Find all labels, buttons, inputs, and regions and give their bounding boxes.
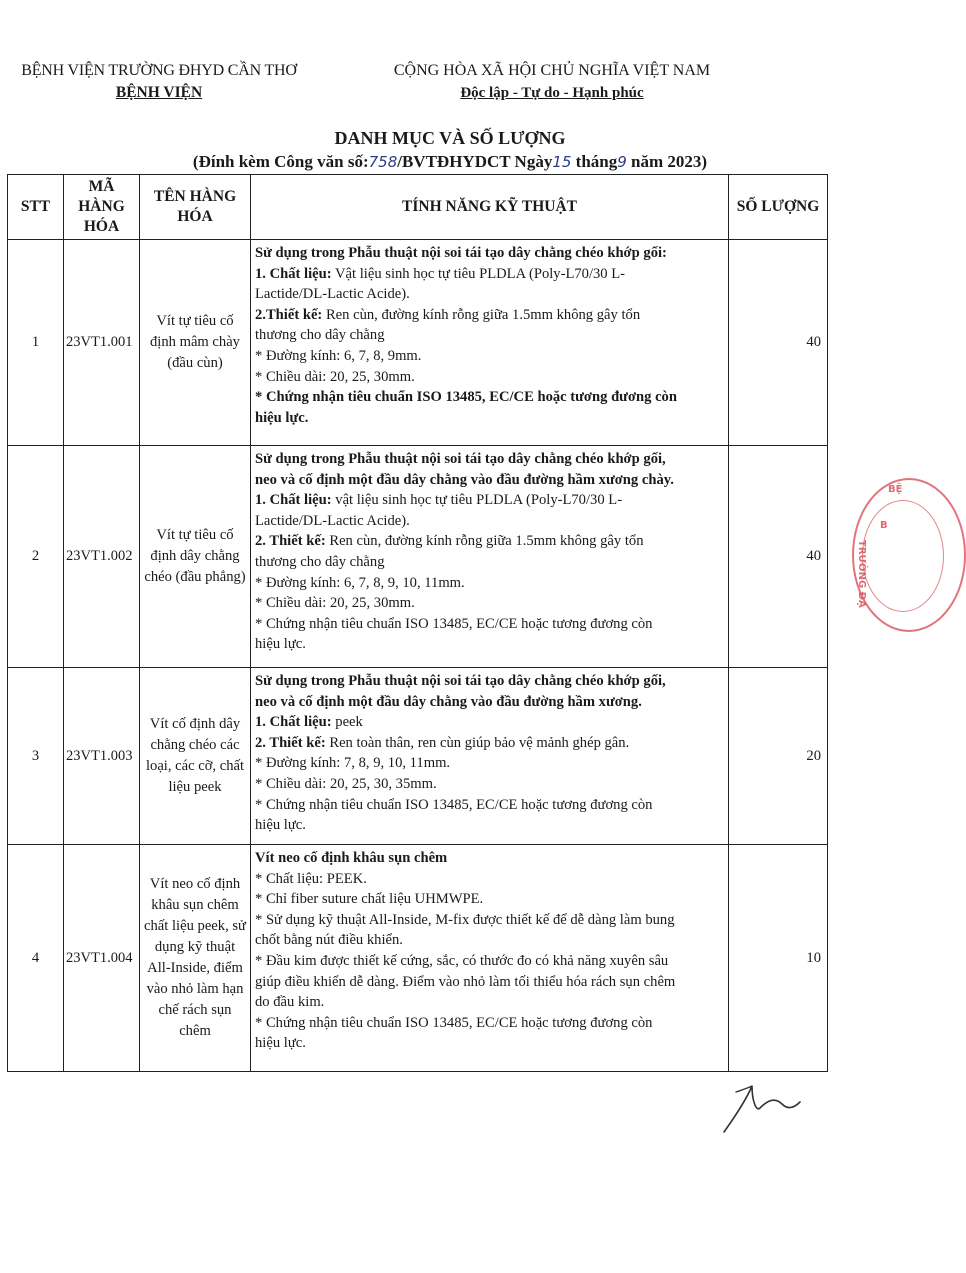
spec-line-value: Vật liệu sinh học tự tiêu PLDLA (Poly-L70/30 L- (331, 265, 626, 282)
spec-line: Vít neo cố định khâu sụn chêm (255, 850, 448, 866)
document-day: 15 (552, 153, 572, 171)
table-row (8, 446, 828, 668)
spec-line: giúp điều khiển dễ dàng. Điểm vào nhỏ làm tối thiểu hóa rách sụn chêm (255, 973, 676, 990)
header-qty: SỐ LƯỢNG (729, 175, 828, 240)
row-name: Vít tự tiêu cố định dây chằng chéo (đầu phẳng) (140, 446, 251, 668)
spec-line: * Đầu kim được thiết kế cứng, sắc, có thước đo có khả năng xuyên sâu (255, 952, 669, 969)
spec-line: * Đường kính: 6, 7, 8, 9mm. (255, 347, 422, 364)
spec-line: hiệu lực. (255, 1035, 306, 1052)
row-name: Vít cố định dây chằng chéo các loại, các cỡ, chất liệu peek (140, 668, 251, 845)
spec-line (255, 712, 726, 733)
subtitle-part: (Đính kèm Công văn số: (192, 152, 369, 171)
country-name: CỘNG HÒA XÃ HỘI CHỦ NGHĨA VIỆT NAM (393, 62, 711, 79)
spec-line: * Chiều dài: 20, 25, 30, 35mm. (255, 775, 437, 792)
row-spec (251, 668, 729, 845)
spec-line: * Chứng nhận tiêu chuẩn ISO 13485, EC/CE hoặc tương đương còn (255, 389, 677, 406)
spec-line: Sử dụng trong Phẫu thuật nội soi tái tạo dây chằng chéo khớp gối: (255, 245, 667, 261)
row-code: 23VT1.004 (64, 845, 140, 1072)
spec-line (255, 490, 726, 511)
spec-line: * Chỉ fiber suture chất liệu UHMWPE. (255, 891, 484, 908)
header-spec: TÍNH NĂNG KỸ THUẬT (251, 175, 729, 240)
spec-line: * Đường kính: 6, 7, 8, 9, 10, 11mm. (255, 574, 465, 591)
spec-line: Lactide/DL-Lactic Acide). (255, 512, 410, 529)
spec-line: * Đường kính: 7, 8, 9, 10, 11mm. (255, 755, 451, 772)
row-stt: 2 (8, 446, 64, 668)
row-stt: 1 (8, 240, 64, 446)
stamp-text: TRƯỜNG ĐẠ (856, 540, 867, 608)
row-name: Vít tự tiêu cố định mâm chày (đầu cùn) (140, 240, 251, 446)
table-row (8, 845, 828, 1072)
subtitle-part: năm 2023) (626, 152, 708, 171)
spec-line: * Chiều dài: 20, 25, 30mm. (255, 595, 415, 612)
document-title: DANH MỤC VÀ SỐ LƯỢNG (334, 128, 566, 148)
spec-line-value: Ren cùn, đường kính rỗng giữa 1.5mm không gây tổn (325, 533, 644, 550)
organization-subunit: BỆNH VIỆN (115, 84, 203, 101)
spec-line: hiệu lực. (255, 817, 306, 834)
national-motto: Độc lập - Tự do - Hạnh phúc (460, 85, 644, 101)
header-right (352, 60, 752, 104)
spec-line-label: 1. Chất liệu: (255, 265, 332, 282)
row-code: 23VT1.003 (64, 668, 140, 845)
spec-line: Sử dụng trong Phẫu thuật nội soi tái tạo dây chằng chéo khớp gối, (255, 673, 666, 689)
organization-name: BỆNH VIỆN TRƯỜNG ĐHYD CẦN THƠ (21, 62, 297, 79)
spec-line: * Chiều dài: 20, 25, 30mm. (255, 368, 415, 385)
subtitle-part: /BVTĐHYDCT Ngày (397, 152, 553, 171)
spec-line-value: Ren cùn, đường kính rỗng giữa 1.5mm không gây tổn (322, 306, 641, 323)
row-stt: 4 (8, 845, 64, 1072)
spec-line-label: 1. Chất liệu: (255, 492, 332, 509)
spec-line: neo và cố định một đầu dây chằng vào đầu đường hầm xương. (255, 693, 642, 710)
row-code: 23VT1.001 (64, 240, 140, 446)
spec-line-label: 2. Thiết kế: (255, 533, 326, 550)
spec-line-value: Ren toàn thân, ren cùn giúp bảo vệ mảnh ghép gân. (325, 734, 630, 751)
spec-line-label: 2.Thiết kế: (255, 306, 323, 323)
spec-line (255, 305, 726, 326)
spec-line-label: 1. Chất liệu: (255, 714, 332, 731)
spec-line: * Chứng nhận tiêu chuẩn ISO 13485, EC/CE hoặc tương đương còn (255, 796, 653, 813)
header-left (0, 60, 318, 104)
spec-line: * Chất liệu: PEEK. (255, 870, 367, 887)
spec-line: * Sử dụng kỹ thuật All-Inside, M-fix được thiết kế để dễ dàng làm bung (255, 911, 675, 928)
subtitle-part: tháng (571, 152, 618, 171)
stamp-text: BỆ (888, 484, 903, 495)
header-name: TÊN HÀNG HÓA (140, 175, 251, 240)
stamp-text: B (880, 520, 888, 531)
spec-line: * Chứng nhận tiêu chuẩn ISO 13485, EC/CE hoặc tương đương còn (255, 1014, 653, 1031)
row-qty: 10 (729, 845, 828, 1072)
spec-line: hiệu lực. (255, 409, 309, 426)
spec-line (255, 264, 726, 285)
spec-line (255, 531, 726, 552)
spec-line-value: peek (331, 714, 363, 731)
table-row (8, 240, 828, 446)
row-name: Vít neo cố định khâu sụn chêm chất liệu peek, sử dụng kỹ thuật All-Inside, điểm vào nhỏ làm hạn chế rách sụn chêm (140, 845, 251, 1072)
table-row (8, 668, 828, 845)
row-qty: 20 (729, 668, 828, 845)
row-code: 23VT1.002 (64, 446, 140, 668)
spec-line: thương cho dây chằng (255, 327, 385, 344)
table-header-row (8, 175, 828, 240)
official-stamp-inner-ring (862, 500, 944, 612)
row-stt: 3 (8, 668, 64, 845)
spec-line (255, 733, 726, 754)
document-month: 9 (617, 153, 627, 171)
row-spec (251, 240, 729, 446)
row-qty: 40 (729, 446, 828, 668)
row-spec (251, 446, 729, 668)
header-stt: STT (8, 175, 64, 240)
document-subtitle (0, 151, 900, 173)
spec-line-label: 2. Thiết kế: (255, 734, 326, 751)
spec-line: thương cho dây chằng (255, 553, 385, 570)
spec-line: neo và cố định một đầu dây chằng vào đầu đường hầm xương chày. (255, 471, 674, 488)
row-qty: 40 (729, 240, 828, 446)
header-code: MÃ HÀNG HÓA (64, 175, 140, 240)
document-number: 758 (368, 153, 398, 171)
spec-line: hiệu lực. (255, 636, 306, 653)
spec-line: chốt bằng nút điều khiển. (255, 932, 403, 949)
spec-line-value: vật liệu sinh học tự tiêu PLDLA (Poly-L70/30 L- (331, 492, 623, 509)
goods-table (7, 174, 828, 1072)
spec-line: Lactide/DL-Lactic Acide). (255, 286, 410, 303)
signature-icon (712, 1078, 802, 1138)
row-spec (251, 845, 729, 1072)
spec-line: do đầu kim. (255, 994, 325, 1011)
spec-line: * Chứng nhận tiêu chuẩn ISO 13485, EC/CE hoặc tương đương còn (255, 615, 653, 632)
spec-line: Sử dụng trong Phẫu thuật nội soi tái tạo dây chằng chéo khớp gối, (255, 451, 666, 467)
